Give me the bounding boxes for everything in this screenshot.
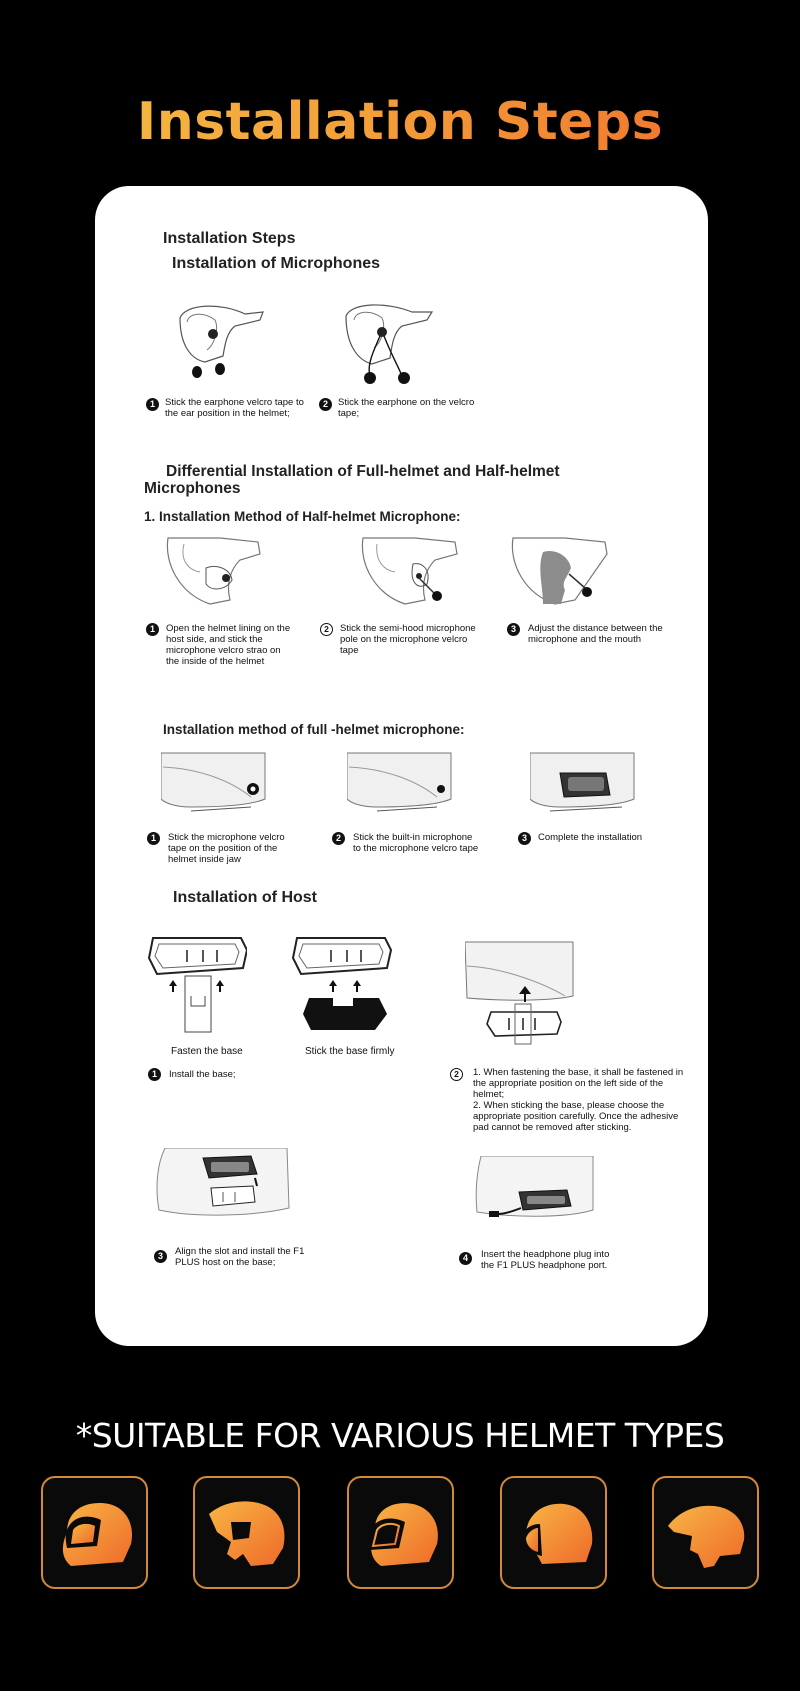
host-step-1-badge: 1 (148, 1068, 161, 1081)
host-step-2-badge: 2 (450, 1068, 463, 1081)
host-step-3-badge: 3 (154, 1250, 167, 1263)
half-step-3-text: Adjust the distance between the microphone and the mouth (528, 623, 663, 645)
full-step-3-text: Complete the installation (538, 832, 643, 843)
mic-step-2-badge: 2 (319, 398, 332, 411)
align-host-image (155, 1148, 291, 1220)
stick-base-image (291, 934, 395, 1034)
microphones-title: Installation of Microphones (172, 255, 381, 272)
host-step-2-text: 1. When fastening the base, it shall be fastened in the appropriate position on the left side of the helmet; 2. When sticking the base, please choose the appropriate position carefully. Once the adhesive pad cannot be removed after sticking. (473, 1067, 684, 1133)
installed-complete-image (530, 751, 636, 813)
half-step-1-badge: 1 (146, 623, 159, 636)
full-step-2-text: Stick the built-in microphone to the microphone velcro tape (353, 832, 479, 854)
half-helmet-title: 1. Installation Method of Half-helmet Microphone: (144, 509, 461, 524)
earphone-velcro-image (175, 304, 275, 384)
earphone-attach-image (342, 304, 442, 389)
half-step-1-text: Open the helmet lining on the host side, and stick the microphone velcro strao on the inside of the helmet (166, 623, 291, 667)
helmet-tile-4 (500, 1476, 607, 1589)
half-step-2-badge: 2 (320, 623, 333, 636)
differential-title: Differential Installation of Full-helmet and Half-helmet Microphones (144, 463, 560, 497)
suitable-title: *SUITABLE FOR VARIOUS HELMET TYPES (75, 1416, 725, 1455)
mic-step-1-badge: 1 (146, 398, 159, 411)
page-title: Installation Steps (0, 92, 800, 152)
full-face-helmet-icon (53, 1492, 137, 1576)
mic-step-2-text: Stick the earphone on the velcro tape; (338, 397, 475, 419)
full-step-1-badge: 1 (147, 832, 160, 845)
full-step-2-badge: 2 (332, 832, 345, 845)
fasten-base-image (147, 934, 247, 1034)
host-step-3-text: Align the slot and install the F1 PLUS host on the base; (175, 1246, 305, 1268)
fasten-base-label: Fasten the base (171, 1046, 243, 1057)
full-helmet-jaw-image (161, 751, 267, 813)
full-step-1-text: Stick the microphone velcro tape on the position of the helmet inside jaw (168, 832, 285, 865)
modular-helmet-icon (359, 1492, 443, 1576)
full-helmet-title: Installation method of full -helmet microphone: (163, 722, 465, 737)
host-step-4-badge: 4 (459, 1252, 472, 1265)
helmet-tile-2 (193, 1476, 300, 1589)
motocross-helmet-icon (205, 1492, 289, 1576)
helmet-tile-1 (41, 1476, 148, 1589)
open-face-helmet-icon (512, 1492, 596, 1576)
section-title: Installation Steps (163, 230, 296, 247)
base-on-helmet-image (465, 940, 575, 1050)
half-step-2-text: Stick the semi-hood microphone pole on the microphone velcro tape (340, 623, 476, 656)
full-step-3-badge: 3 (518, 832, 531, 845)
mic-mouth-distance-image (507, 534, 612, 606)
half-step-3-badge: 3 (507, 623, 520, 636)
host-title: Installation of Host (173, 889, 317, 906)
host-step-4-text: Insert the headphone plug into the F1 PLUS headphone port. (481, 1249, 610, 1271)
builtin-mic-image (347, 751, 453, 813)
host-step-1-text: Install the base; (169, 1069, 236, 1080)
semi-hood-mic-image (357, 534, 462, 606)
mic-step-1-text: Stick the earphone velcro tape to the ear position in the helmet; (165, 397, 304, 419)
headphone-plug-image (475, 1156, 595, 1226)
helmet-tile-5 (652, 1476, 759, 1589)
helmet-tile-3 (347, 1476, 454, 1589)
half-helmet-icon (664, 1492, 748, 1576)
installation-card (95, 186, 708, 1346)
stick-base-label: Stick the base firmly (305, 1046, 395, 1057)
half-helmet-lining-image (160, 534, 265, 606)
